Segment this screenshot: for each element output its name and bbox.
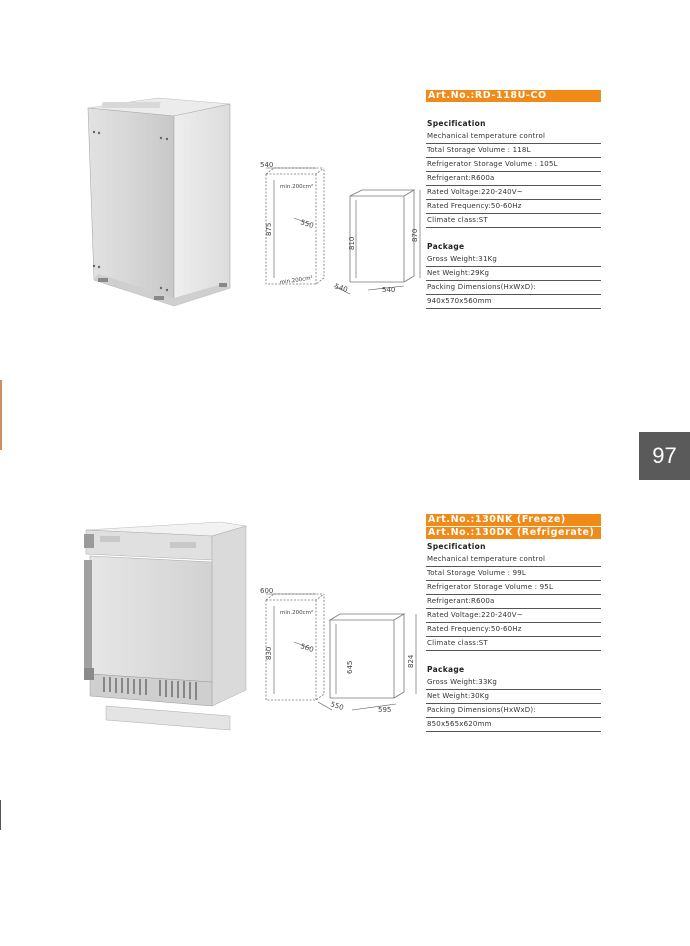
spec-column-2 xyxy=(426,514,601,732)
specification-heading: Specification xyxy=(427,119,486,128)
product-section-1 xyxy=(0,0,690,470)
unit-body-height-label: 810 xyxy=(348,236,356,250)
page-edge-accent xyxy=(0,800,1,830)
spec-row: Total Storage Volume : 99L xyxy=(426,567,601,581)
spec-row: Climate class:ST xyxy=(426,214,601,228)
package-row: 940x570x560mm xyxy=(426,295,601,309)
package-row: Gross Weight:33Kg xyxy=(426,676,601,690)
product-section-2 xyxy=(0,500,690,760)
package-row: 850x565x620mm xyxy=(426,718,601,732)
package-row: Net Weight:29Kg xyxy=(426,267,601,281)
niche-height-label: 875 xyxy=(265,222,273,236)
package-heading: Package xyxy=(427,665,465,674)
vent-bottom-label: min.200cm² xyxy=(279,275,314,286)
package-row: Packing Dimensions(HxWxD): xyxy=(426,704,601,718)
package-heading: Package xyxy=(427,242,465,251)
package-row: Packing Dimensions(HxWxD): xyxy=(426,281,601,295)
package-row: Net Weight:30Kg xyxy=(426,690,601,704)
unit-total-height-label: 824 xyxy=(407,654,415,668)
article-number-bar: Art.No.:RD-118U-CO xyxy=(426,90,601,102)
spec-row: Refrigerant:R600a xyxy=(426,172,601,186)
spec-row: Refrigerator Storage Volume : 95L xyxy=(426,581,601,595)
niche-width-label: 600 xyxy=(260,587,274,595)
spec-row: Refrigerant:R600a xyxy=(426,595,601,609)
spec-row: Mechanical temperature control xyxy=(426,553,601,567)
niche-width-label: 540 xyxy=(260,161,274,169)
article-number-bar: Art.No.:130NK (Freeze) xyxy=(426,514,601,526)
fridge-image-tall xyxy=(84,94,234,310)
article-number-bar: Art.No.:130DK (Refrigerate) xyxy=(426,527,601,539)
niche-depth-label: 550 xyxy=(299,218,315,231)
fridge-image-undercounter xyxy=(80,520,250,734)
spec-column-1 xyxy=(426,90,601,309)
spec-row: Rated Voltage:220-240V~ xyxy=(426,609,601,623)
spec-row: Rated Frequency:50-60Hz xyxy=(426,200,601,214)
vent-top-label: min.200cm² xyxy=(280,184,314,190)
spec-row: Refrigerator Storage Volume : 105L xyxy=(426,158,601,172)
unit-width-label: 540 xyxy=(382,286,396,294)
spec-row: Mechanical temperature control xyxy=(426,130,601,144)
spec-row: Rated Voltage:220-240V~ xyxy=(426,186,601,200)
niche-height-label: 830 xyxy=(265,646,273,660)
unit-width-label: 595 xyxy=(378,706,392,714)
unit-depth-label: 540 xyxy=(333,282,349,295)
spec-row: Rated Frequency:50-60Hz xyxy=(426,623,601,637)
page-number-tab: 97 xyxy=(639,432,690,480)
vent-top-label: min.200cm² xyxy=(280,610,314,616)
niche-depth-label: 560 xyxy=(299,642,315,655)
spec-row: Total Storage Volume : 118L xyxy=(426,144,601,158)
unit-body-height-label: 645 xyxy=(346,660,354,674)
unit-total-height-label: 870 xyxy=(411,228,419,242)
spec-row: Climate class:ST xyxy=(426,637,601,651)
specification-heading: Specification xyxy=(427,542,486,551)
package-row: Gross Weight:31Kg xyxy=(426,253,601,267)
unit-depth-label: 550 xyxy=(329,700,345,713)
